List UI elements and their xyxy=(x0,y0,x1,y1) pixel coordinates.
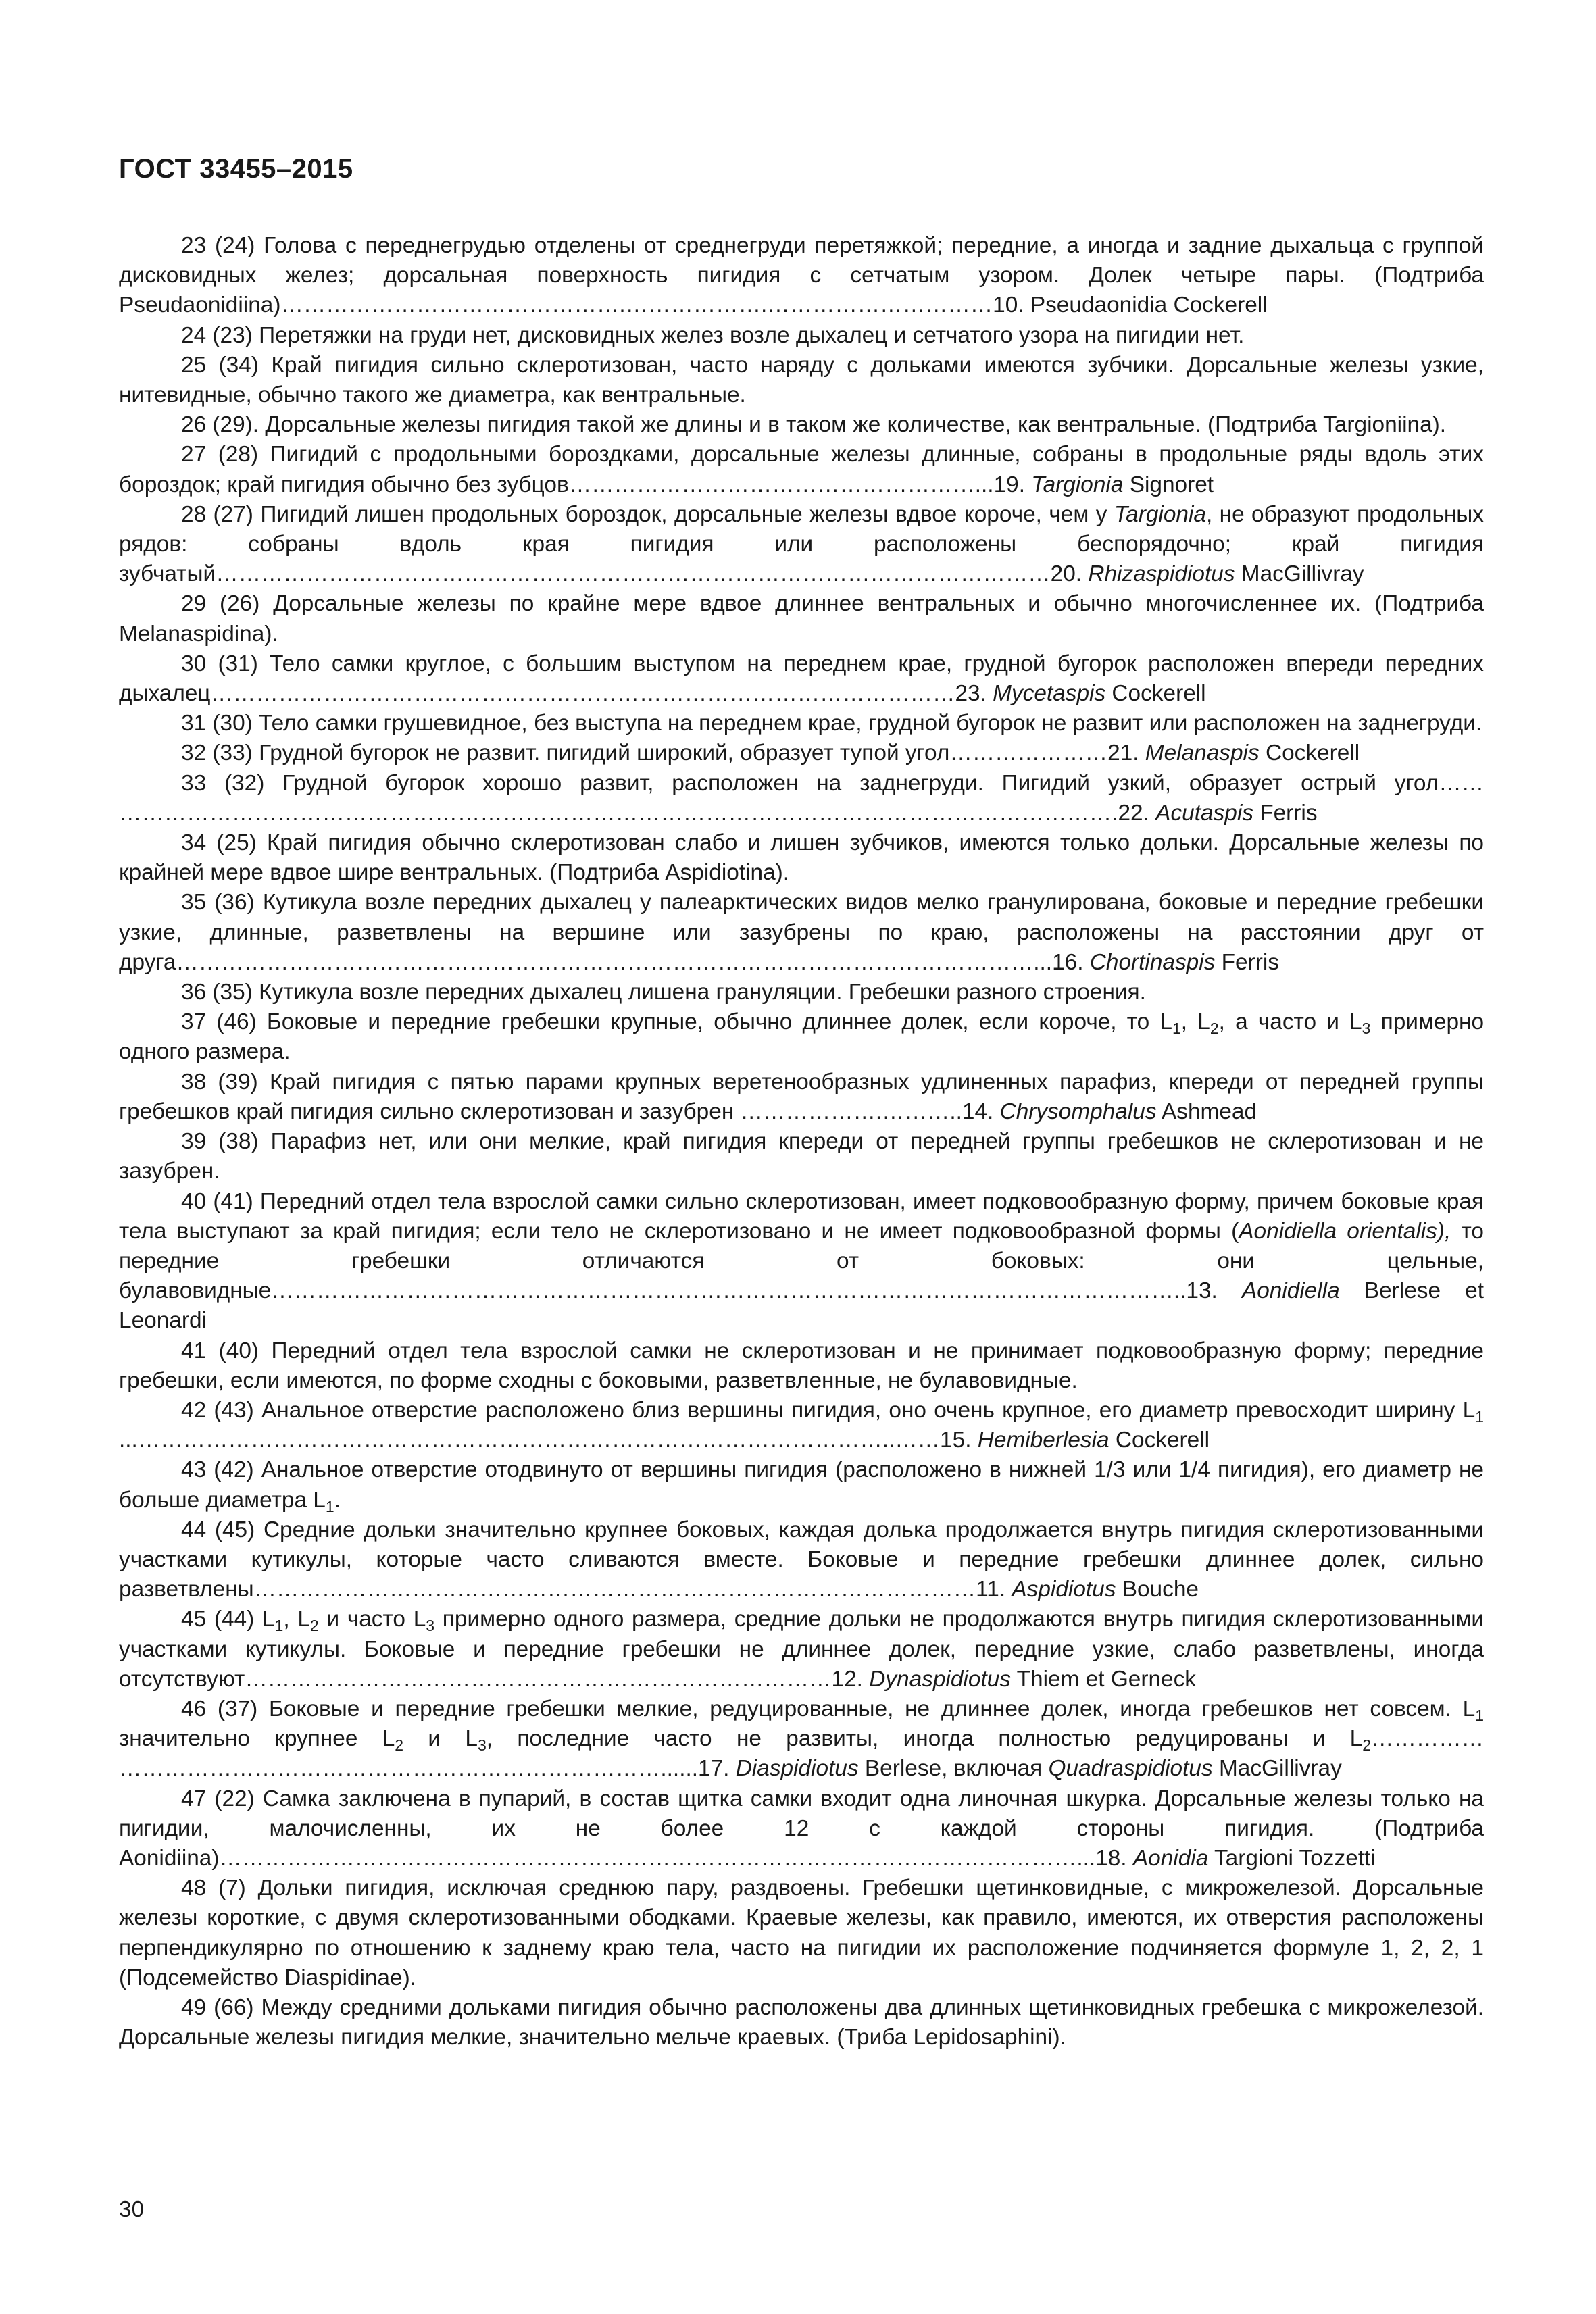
taxon-name: Acutaspis xyxy=(1155,800,1253,826)
key-entry xyxy=(119,649,1484,709)
entry-text: примерно одного размера. xyxy=(119,1009,1485,1065)
document-header: ГОСТ 33455–2015 xyxy=(119,154,353,184)
subscript: 2 xyxy=(1210,1020,1219,1038)
entry-text: MacGillivray xyxy=(1235,561,1364,587)
entry-text: 38 (39) Край пигидия с пятью парами крупных веретенообразных удлиненных парафиз, кпереди от передней группы гребешков край пигидия сильно склеротизован и зазубрен ……………….………..14. xyxy=(119,1069,1484,1124)
key-entry xyxy=(119,1336,1484,1396)
entry-text: Cockerell xyxy=(1109,1428,1210,1453)
key-entry xyxy=(119,978,1484,1007)
taxon-name: Quadraspidiotus xyxy=(1048,1756,1213,1782)
entry-text: , не образуют продольных рядов: собраны вдоль края пигидия или расположены беспорядочно; край пигидия зубчатый…………………………………………………………………………………………………20. xyxy=(119,501,1484,587)
entry-text: 43 (42) Анальное отверстие отодвинуто от вершины пигидия (расположено в нижней 1/3 или 1/4 пигидия), его диаметр не больше диаметра L xyxy=(119,1457,1484,1513)
entry-text: 37 (46) Боковые и передние гребешки крупные, обычно длиннее долек, если короче, то L xyxy=(181,1009,1172,1035)
entry-text: 41 (40) Передний отдел тела взрослой самки не склеротизован и не принимает подковообразную форму; передние гребешки, если имеются, по форме сходны с боковыми, разветвленные, не булавовидные. xyxy=(119,1338,1484,1393)
entry-text: Cockerell xyxy=(1259,740,1360,766)
entry-text: , L xyxy=(1180,1009,1210,1035)
document-body xyxy=(119,231,1484,2053)
taxon-name: Aonidiella orientalis), xyxy=(1239,1218,1451,1244)
entry-text: Thiem et Gerneck xyxy=(1010,1666,1197,1692)
entry-text: 30 (31) Тело самки круглое, с большим выступом на переднем крае, грудной бугорок расположен впереди передних дыхалец………………………………………………………………………………………23. xyxy=(119,651,1484,707)
key-entry xyxy=(119,410,1484,440)
entry-text: 39 (38) Парафиз нет, или они мелкие, край пигидия кпереди от передней группы гребешков не склеротизован и не зазубрен. xyxy=(119,1129,1484,1184)
entry-text: …………… ………………………………………………………………......17. xyxy=(119,1726,1484,1782)
entry-text: Cockerell xyxy=(1105,681,1206,707)
entry-text: 31 (30) Тело самки грушевидное, без выступа на переднем крае, грудной бугорок не развит или расположен на заднегруди. xyxy=(181,711,1482,736)
entry-text: Bouche xyxy=(1116,1577,1199,1603)
taxon-name: Targionia xyxy=(1031,472,1124,497)
subscript: 3 xyxy=(1362,1020,1371,1038)
entry-text: 32 (33) Грудной бугорок не развит. пигидий широкий, образует тупой угол…………………21. xyxy=(181,740,1145,766)
entry-text: 35 (36) Кутикула возле передних дыхалец у палеарктических видов мелко гранулирована, боковые и передние гребешки узкие, длинные, разветвлены на вершине или зазубрены по краю, расположены на расстоянии друг от друга……………………………………………………………………………………………………...16. xyxy=(119,890,1484,975)
entry-text: Ferris xyxy=(1253,800,1318,826)
entry-text: 27 (28) Пигидий с продольными бороздками, дорсальные железы длинные, собраны в продольные ряды вдоль этих бороздок; край пигидия обычно без зубцов………………………………………………...19. xyxy=(119,442,1484,497)
entry-text: примерно одного размера, средние дольки не продолжаются внутрь пигидия склеротизованными участками кутикулы. Боковые и передние гребешки не длиннее долек, передние узкие, слабо разветвлены, иногда отсутствуют……………………………………………………………………12. xyxy=(119,1607,1484,1692)
taxon-name: Diaspidiotus xyxy=(735,1756,859,1782)
key-entry xyxy=(119,769,1484,828)
taxon-name: Aonidia xyxy=(1132,1845,1209,1871)
entry-text: то передние гребешки отличаются от боковых: они цельные, булавовидные…………………………………………………………………………………………………………..13. xyxy=(119,1218,1484,1304)
entry-text: и часто L xyxy=(318,1607,426,1632)
subscript: 1 xyxy=(325,1497,334,1515)
entry-text: 49 (66) Между средними дольками пигидия обычно расположены два длинных щетинковидных гребешка с микрожелезой. Дорсальные железы пигидия мелкие, значительно мельче краевых. (Триба Lepidosaphini). xyxy=(119,1994,1484,2051)
entry-text: 45 (44) L xyxy=(181,1607,275,1632)
key-entry xyxy=(119,1694,1484,1784)
subscript: 3 xyxy=(477,1736,487,1755)
entry-text: 34 (25) Край пигидия обычно склеротизован слабо и лишен зубчиков, имеются только дольки. Дорсальные железы по крайней мере вдвое шире вентральных. (Подтриба Aspidiotina). xyxy=(119,830,1484,886)
entry-text: Ashmead xyxy=(1156,1099,1257,1124)
key-entry xyxy=(119,351,1484,410)
key-entry xyxy=(119,888,1484,978)
key-entry xyxy=(119,709,1484,738)
entry-text: 42 (43) Анальное отверстие расположено близ вершины пигидия, оно очень крупное, его диаметр превосходит ширину L xyxy=(181,1397,1476,1423)
subscript: 3 xyxy=(426,1617,435,1635)
entry-text: 29 (26) Дорсальные железы по крайне мере вдвое длиннее вентральных и обычно многочисленнее их. (Подтриба Melanaspidina). xyxy=(119,591,1484,647)
taxon-name: Chrysomphalus xyxy=(999,1099,1157,1124)
subscript: 1 xyxy=(1475,1407,1484,1426)
entry-text: 28 (27) Пигидий лишен продольных бороздок, дорсальные железы вдвое короче, чем у xyxy=(181,501,1114,527)
entry-text: Berlese et Leonardi xyxy=(119,1278,1484,1334)
entry-text: и L xyxy=(403,1726,478,1752)
taxon-name: Hemiberlesia xyxy=(977,1428,1109,1453)
key-entry xyxy=(119,828,1484,888)
subscript: 1 xyxy=(1475,1706,1484,1724)
entry-text: 23 (24) Голова с переднегрудью отделены от среднегруди перетяжкой; передние, а иногда и задние дыхальца с группой дисковидных желез; дорсальная поверхность пигидия с сетчатым узором. Долек четыре пары. (Подтриба Pseudaonidiina)……………………………………….……………….…………………………10. Pseudaonidia Cockerell xyxy=(119,233,1484,318)
key-entry xyxy=(119,440,1484,499)
entry-text: 33 (32) Грудной бугорок хорошо развит, расположен на заднегруди. Пигидий узкий, образует острый угол…… …………………………………………………………………………………………………………………….22. xyxy=(119,770,1484,826)
entry-text: 26 (29). Дорсальные железы пигидия такой же длины и в таком же количестве, как вентральные. (Подтриба Targioniina). xyxy=(181,412,1447,438)
entry-text: 40 (41) Передний отдел тела взрослой самки сильно склеротизован, имеет подковообразную форму, причем боковые края тела выступают за край пигидия; если тело не склеротизовано и не имеет подковообразной формы ( xyxy=(119,1188,1484,1244)
entry-text: 46 (37) Боковые и передние гребешки мелкие, редуцированные, не длиннее долек, иногда гребешков нет совсем. L xyxy=(181,1696,1476,1721)
taxon-name: Targionia xyxy=(1114,501,1206,527)
taxon-name: Dynaspidiotus xyxy=(869,1666,1011,1692)
key-entry xyxy=(119,1605,1484,1694)
taxon-name: Mycetaspis xyxy=(993,681,1106,707)
subscript: 1 xyxy=(274,1617,284,1635)
entry-text: Signoret xyxy=(1123,472,1214,497)
subscript: 2 xyxy=(395,1736,404,1755)
entry-text: 24 (23) Перетяжки на груди нет, дисковидных желез возле дыхалец и сетчатого узора на пигидии нет. xyxy=(181,322,1245,348)
key-entry xyxy=(119,1784,1484,1874)
key-entry xyxy=(119,321,1484,351)
entry-text: 36 (35) Кутикула возле передних дыхалец лишена грануляции. Гребешки разного строения. xyxy=(181,980,1146,1005)
key-entry xyxy=(119,1993,1484,2053)
entry-text: ...………………………………………………………………………………………..……15. xyxy=(119,1428,978,1453)
entry-text: MacGillivray xyxy=(1212,1756,1342,1782)
key-entry xyxy=(119,1396,1484,1455)
key-entry xyxy=(119,1007,1484,1067)
page-number: 30 xyxy=(119,2197,145,2222)
entry-text: 47 (22) Самка заключена в пупарий, в состав щитка самки входит одна линочная шкурка. Дорсальные железы только на пигидии, малочисленны, их не более 12 с каждой стороны пигидия. (Подтриба Aonidiina)……………………………………………………………………………………………………...18. xyxy=(119,1786,1484,1871)
subscript: 1 xyxy=(1172,1020,1181,1038)
entry-text: 48 (7) Дольки пигидия, исключая среднюю пару, раздвоены. Гребешки щетинковидные, с микрожелезой. Дорсальные железы короткие, с двумя склеротизованными ободками. Краевые железы, как правило, имеются, их отверстия расположены перпендикулярно по отношению к заднему краю тела, часто на пигидии их расположение подчиняется формуле 1, 2, 2, 1 (Подсемейство Diaspidinae). xyxy=(119,1876,1484,1990)
taxon-name: Aspidiotus xyxy=(1012,1577,1116,1603)
key-entry xyxy=(119,738,1484,768)
entry-text: значительно крупнее L xyxy=(119,1726,395,1752)
entry-text: . xyxy=(334,1487,341,1513)
key-entry xyxy=(119,1515,1484,1605)
key-entry xyxy=(119,1127,1484,1186)
taxon-name: Aonidiella xyxy=(1241,1278,1340,1304)
entry-text: Targioni Tozzetti xyxy=(1208,1845,1376,1871)
taxon-name: Chortinaspis xyxy=(1089,949,1216,975)
key-entry xyxy=(119,589,1484,649)
entry-text: , последние часто не развиты, иногда полностью редуцированы и L xyxy=(486,1726,1363,1752)
entry-text: 44 (45) Средние дольки значительно крупнее боковых, каждая долька продолжается внутрь пигидия склеротизованными участками кутикулы, которые часто сливаются вместе. Боковые и передние гребешки длиннее долек, сильно разветвлены……………………………………………………………………………………11. xyxy=(119,1517,1484,1603)
key-entry xyxy=(119,1455,1484,1515)
key-entry xyxy=(119,1873,1484,1993)
entry-text: Berlese, включая xyxy=(858,1756,1049,1782)
subscript: 2 xyxy=(309,1617,319,1635)
subscript: 2 xyxy=(1362,1736,1372,1755)
entry-text: Ferris xyxy=(1215,949,1279,975)
key-entry xyxy=(119,1187,1484,1336)
entry-text: , а часто и L xyxy=(1218,1009,1362,1035)
key-entry xyxy=(119,1067,1484,1127)
key-entry xyxy=(119,500,1484,590)
entry-text: 25 (34) Край пигидия сильно склеротизован, часто наряду с дольками имеются зубчики. Дорсальные железы узкие, нитевидные, обычно такого же диаметра, как вентральные. xyxy=(119,352,1484,408)
taxon-name: Rhizaspidiotus xyxy=(1088,561,1235,587)
key-entry xyxy=(119,231,1484,321)
entry-text: , L xyxy=(283,1607,310,1632)
taxon-name: Melanaspis xyxy=(1145,740,1260,766)
